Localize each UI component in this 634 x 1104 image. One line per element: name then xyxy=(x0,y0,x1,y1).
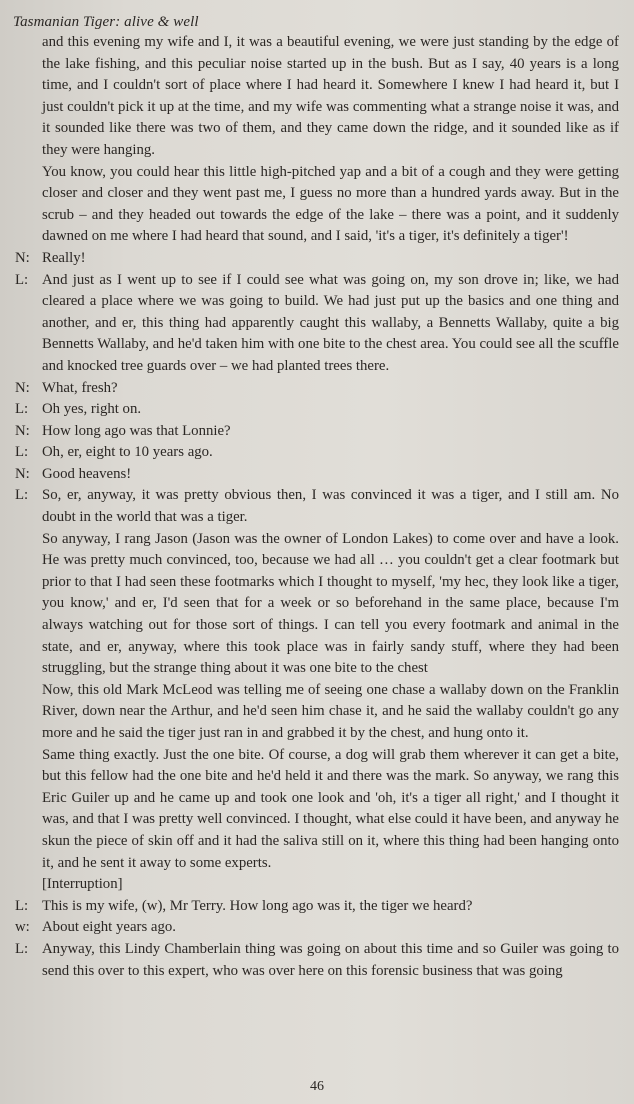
interruption-note: [Interruption] xyxy=(42,876,123,893)
paragraph: Same thing exactly. Just the one bite. Of course, a dog will grab them wherever it can get a bite, but this fellow had the one bite and he'd held it and there was the mark. So anyway, we rang this Eric Guiler up and he came up and took one look and 'oh, it's a tiger all right,' and I thought it was, and that I was pretty well convinced. I thought, what else could it have been, and anyway he skun the piece of skin off and it had the saliva still on it, where this thing had been hanging onto it, and he sent it away to some experts. xyxy=(42,746,619,871)
dialogue-line xyxy=(15,464,619,486)
dialogue-text: Oh, er, eight to 10 years ago. xyxy=(42,444,213,461)
dialogue-line xyxy=(15,896,619,918)
dialogue-line xyxy=(15,442,619,464)
dialogue-text: How long ago was that Lonnie? xyxy=(42,422,231,439)
dialogue-line xyxy=(15,421,619,443)
dialogue-text: And just as I went up to see if I could see what was going on, my son drove in; like, we had cleared a place where we was going to build. We had just put up the basics and one thing and another, and er, this thing had apparently caught this wallaby, a Bennetts Wallaby, quite a big Bennetts Wallaby, and he'd taken him with one bite to the chest area. You could see all the scuffle and knocked tree guards over – we had planted trees there. xyxy=(42,271,619,374)
paragraph: You know, you could hear this little high-pitched yap and a bit of a cough and they were getting closer and closer and they went past me, I guess no more than a hundred yards away. But in the scrub – and they headed out towards the edge of the lake – there was a point, and it suddenly dawned on me where I had heard that sound, and I said, 'it's a tiger, it's definitely a tiger'! xyxy=(42,163,619,245)
speaker-label: L: xyxy=(15,487,29,504)
dialogue-line xyxy=(15,917,619,939)
speaker-label: N: xyxy=(15,249,30,266)
dialogue-text: Really! xyxy=(42,249,86,266)
dialogue-text: Oh yes, right on. xyxy=(42,401,142,418)
dialogue-line xyxy=(15,378,619,400)
speaker-label: L: xyxy=(15,940,29,957)
speaker-label: L: xyxy=(15,271,29,288)
dialogue-text: What, fresh? xyxy=(42,379,118,396)
speaker-label: N: xyxy=(15,422,30,439)
dialogue-text: About eight years ago. xyxy=(42,919,176,936)
dialogue-line xyxy=(15,939,619,982)
dialogue-line xyxy=(15,270,619,378)
speaker-label: L: xyxy=(15,897,29,914)
dialogue-line xyxy=(15,485,619,528)
dialogue-line xyxy=(15,248,619,270)
paragraph: Now, this old Mark McLeod was telling me of seeing one chase a wallaby down on the Franklin River, down near the Arthur, and he'd seen him chase it, and he said the wallaby couldn't go any more and he said the tiger just ran in and grabbed it by the chest, and hung onto it. xyxy=(42,681,619,741)
paragraph: and this evening my wife and I, it was a beautiful evening, we were just standing by the edge of the lake fishing, and this peculiar noise started up in the bush. But as I say, 40 years is a long time, and I couldn't sort of place where I had heard it. Somewhere I knew I had heard it, but I just couldn't pick it up at the time, and my wife was commenting what a strange noise it was, and it sounded like there was two of them, and they came down the ridge, and it sounded like as if they were hanging. xyxy=(42,34,619,158)
speaker-label: N: xyxy=(15,465,30,482)
dialogue-text: This is my wife, (w), Mr Terry. How long ago was it, the tiger we heard? xyxy=(42,897,473,914)
page-body xyxy=(15,32,619,982)
dialogue-text: Good heavens! xyxy=(42,465,132,482)
speaker-label: w: xyxy=(15,919,30,936)
page-number: 46 xyxy=(310,1079,324,1094)
speaker-label: N: xyxy=(15,379,30,396)
dialogue-text: Anyway, this Lindy Chamberlain thing was going on about this time and so Guiler was going to send this over to this expert, who was over here on this forensic business that was going xyxy=(42,940,619,979)
dialogue-text: So, er, anyway, it was pretty obvious then, I was convinced it was a tiger, and I still am. No doubt in the world that was a tiger. xyxy=(42,487,619,526)
paragraph: So anyway, I rang Jason (Jason was the owner of London Lakes) to come over and have a look. He was pretty much convinced, too, because we had all … you couldn't get a clear footmark but prior to that I had seen these footmarks which I thought to myself, 'my hec, they look like a tiger, you know,' and er, I'd seen that for a week or so beforehand in the same place, because I'm always watching out for those sort of things. I can tell you every footmark and animal in the state, and er, anyway, where this took place was in fairly sandy stuff, where they had been struggling, but the strange thing about it was one bite to the chest xyxy=(42,530,619,677)
running-header: Tasmanian Tiger: alive & well xyxy=(13,14,199,30)
dialogue-line xyxy=(15,399,619,421)
speaker-label: L: xyxy=(15,401,29,418)
speaker-label: L: xyxy=(15,444,29,461)
